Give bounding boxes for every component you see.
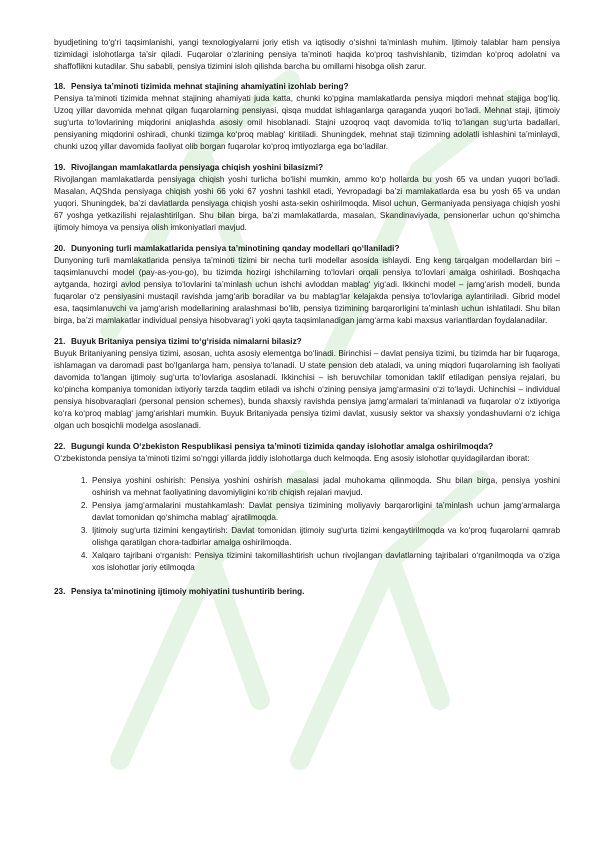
question-heading xyxy=(54,336,560,348)
question-title: Pensiya ta’minotining ijtimoiy mohiyatini tushuntirib bering. xyxy=(71,587,305,596)
question-23 xyxy=(54,586,560,598)
question-title: Buyuk Britaniya pensiya tizimi to‘g‘risida nimalarni bilasiz? xyxy=(71,337,302,346)
question-heading xyxy=(54,441,560,453)
question-title: Dunyoning turli mamlakatlarida pensiya ta’minotining qanday modellari qo‘llaniladi? xyxy=(71,244,400,253)
answer-paragraph: Buyuk Britaniyaning pensiya tizimi, asosan, uchta asosiy elementga bo‘linadi. Birinchisi – davlat pensiya tizimi, bu tizimda har bir fuqaroga, ishlamagan va daromadi past bo‘lganlarga ham, pensiya to‘lanadi. U state pension deb ataladi, va uning miqdori fuqarolarning ish faoliyati davomida to‘langan ijtimoiy sug‘urta to‘lovlariga asoslanadi. Ikkinchisi – ish beruvchilar tomonidan taklif etiladigan pensiya rejalari, bu ko‘pincha kompaniya tomonidan ixtiyoriy tarzda taqdim etiladi va ishchi o‘zining pensiya jamg‘armasini o‘zi to‘laydi. Uchinchisi – individual pensiya hisobvaraqlari (personal pension schemes), bunda shaxsiy ravishda pensiya jamg‘armalari ta’minlanadi va fuqarolar o‘z ixtiyoriga ko‘ra ko‘proq mablag‘ jamg‘arishlari mumkin. Buyuk Britaniyada pensiya tizimi davlat, xususiy sektor va shaxsiy yondashuvlarni o‘z ichiga olgan uch bosqichli modelga asoslanadi. xyxy=(54,349,560,430)
question-19 xyxy=(54,162,560,234)
question-number: 18. xyxy=(54,82,66,91)
question-number: 23. xyxy=(54,587,66,596)
question-title: Pensiya ta’minoti tizimida mehnat stajining ahamiyatini izohlab bering? xyxy=(71,82,349,91)
list-item: 2. Pensiya jamg‘armalarini mustahkamlash: Davlat pensiya tizimining moliyaviy barqarorligini ta’minlash uchun jamg‘armalarga davlat tomonidan qo‘shimcha mablag‘ ajratilmoqda. xyxy=(90,500,560,524)
question-heading xyxy=(54,81,560,93)
question-number: 19. xyxy=(54,163,66,172)
answer-paragraph: O‘zbekistonda pensiya ta’minoti tizimi so‘nggi yillarda jiddiy islohotlarga duch kelmoqda. Eng asosiy islohotlar quyidagilardan iborat: xyxy=(54,454,530,463)
question-number: 20. xyxy=(54,244,66,253)
list-item: 3. Ijtimoiy sug‘urta tizimini kengaytirish: Davlat tomonidan ijtimoiy sug‘urta tizimi kengaytirilmoqda va ko‘proq fuqarolarni qamrab olishga qaratilgan chora-tadbirlar amalga oshirilmoqda. xyxy=(90,525,560,549)
question-title: Bugungi kunda O‘zbekiston Respublikasi pensiya ta’minoti tizimida qanday islohotlar amalga oshirilmoqda? xyxy=(71,442,494,451)
document-body xyxy=(54,37,560,607)
question-21 xyxy=(54,336,560,432)
list-item: 1. Pensiya yoshini oshirish: Pensiya yoshini oshirish masalasi jadal muhokama qilinmoqda. Shu bilan birga, pensiya yoshini oshirish va mehnat faoliyatining davomiyligini ko‘rib chiqish rejalari mavjud. xyxy=(90,475,560,499)
question-22 xyxy=(54,441,560,574)
question-heading xyxy=(54,162,560,174)
list-item: 4. Xalqaro tajribani o‘rganish: Pensiya tizimini takomillashtirish uchun rivojlangan davlatlarning tajribalari o‘rganilmoqda va o‘ziga xos islohotlar joriy etilmoqda xyxy=(90,550,560,574)
question-number: 21. xyxy=(54,337,66,346)
question-18 xyxy=(54,81,560,153)
answer-paragraph: Rivojlangan mamlakatlarda pensiyaga chiqish yoshi turlicha bo‘lishi mumkin, ammo ko‘p hollarda bu yosh 65 va undan yuqori bo‘ladi. Masalan, AQShda pensiyaga chiqish yoshi 66 yoki 67 yoshni tashkil etadi, Yevropadagi ba’zi mamlakatlarda esa bu yosh 65 va undan yuqori. Shuningdek, ba’zi davlatlarda pensiyaga chiqish yoshi asta-sekin oshirilmoqda. Misol uchun, Germaniyada pensiyaga chiqish yoshi 67 yoshga yetkazilishi rejalashtirilgan. Shu bilan birga, ba’zi mamlakatlarda, masalan, Skandinaviyada, pensionerlar uchun qo‘shimcha ijtimoiy himoya va pensiya olish imkoniyatlari mavjud. xyxy=(54,175,560,232)
question-20 xyxy=(54,243,560,327)
reforms-list xyxy=(54,475,560,574)
intro-paragraph: byudjetining to‘g‘ri taqsimlanishi, yangi texnologiyalarni joriy etish va iqtisodiy o‘sishni ta’minlash muhim. Ijtimoiy talablar ham pensiya tizimidagi islohotlarga ta’sir qiladi. Fuqarolar o‘zlarining pensiya ta’minoti haqida ko‘proq tashvishlanib, tizimdan ko‘proq adolatni va shaffoflikni kutadilar. Shu sababli, pensiya tizimini isloh qilishda barcha bu omillarni hisobga olish zarur. xyxy=(54,38,560,71)
question-title: Rivojlangan mamlakatlarda pensiyaga chiqish yoshini bilasizmi? xyxy=(71,163,324,172)
answer-paragraph: Pensiya ta’minoti tizimida mehnat stajining ahamiyati juda katta, chunki ko‘pgina mamlakatlarda pensiya miqdori mehnat stajiga bog‘liq. Uzoq yillar davomida mehnat qilgan fuqarolarning pensiyasi, qisqa muddat ishlaganlarga qaraganda yuqori bo‘ladi. Mehnat staji, ijtimoiy sug‘urta to‘lovlarining miqdorini aniqlashda asosiy omil hisoblanadi. Stajni uzoqroq vaqt davomida to‘liq to‘langan sug‘urta badallari, pensiyaning miqdorini oshiradi, chunki tizimga ko‘proq mablag‘ kiritiladi. Shuningdek, mehnat staji tizimning adolatli ishlashini ta’minlaydi, chunki uzoq yillar davomida faoliyat olib borgan fuqarolar ko‘proq imtiyozlarga ega bo‘ladilar. xyxy=(54,94,560,151)
answer-paragraph: Dunyoning turli mamlakatlarida pensiya ta’minoti tizimi bir necha turli modellar asosida ishlaydi. Eng keng tarqalgan modellardan biri – taqsimlanuvchi model (pay-as-you-go), bu tizimda hozirgi ishchilarning to‘lovlari orqali pensiya to‘lovlari amalga oshiriladi. Boshqacha aytganda, hozirgi avlod pensiya to‘lovlarini ta’minlash uchun ishchi avloddan mablag‘ yig‘adi. Ikkinchi model – jamg‘arish modeli, bunda fuqarolar o‘z pensiyasini mustaqil ravishda jamg‘arib boradilar va bu mablag‘lar kelajakda pensiya to‘lovlariga aylantiriladi. Gibrid model esa, taqsimlanuvchi va jamg‘arish modellarining aralashmasi bo‘lib, pensiya tizimining barqarorligini ta’minlash uchun ishlatiladi. Shu bilan birga, ba’zi mamlakatlar individual pensiya hisobvarag‘i yoki qayta taqsimlanadigan jamg‘arma kabi maxsus variantlardan foydalanadilar. xyxy=(54,256,560,325)
question-number: 22. xyxy=(54,442,66,451)
question-heading xyxy=(54,243,560,255)
question-heading xyxy=(54,586,560,598)
